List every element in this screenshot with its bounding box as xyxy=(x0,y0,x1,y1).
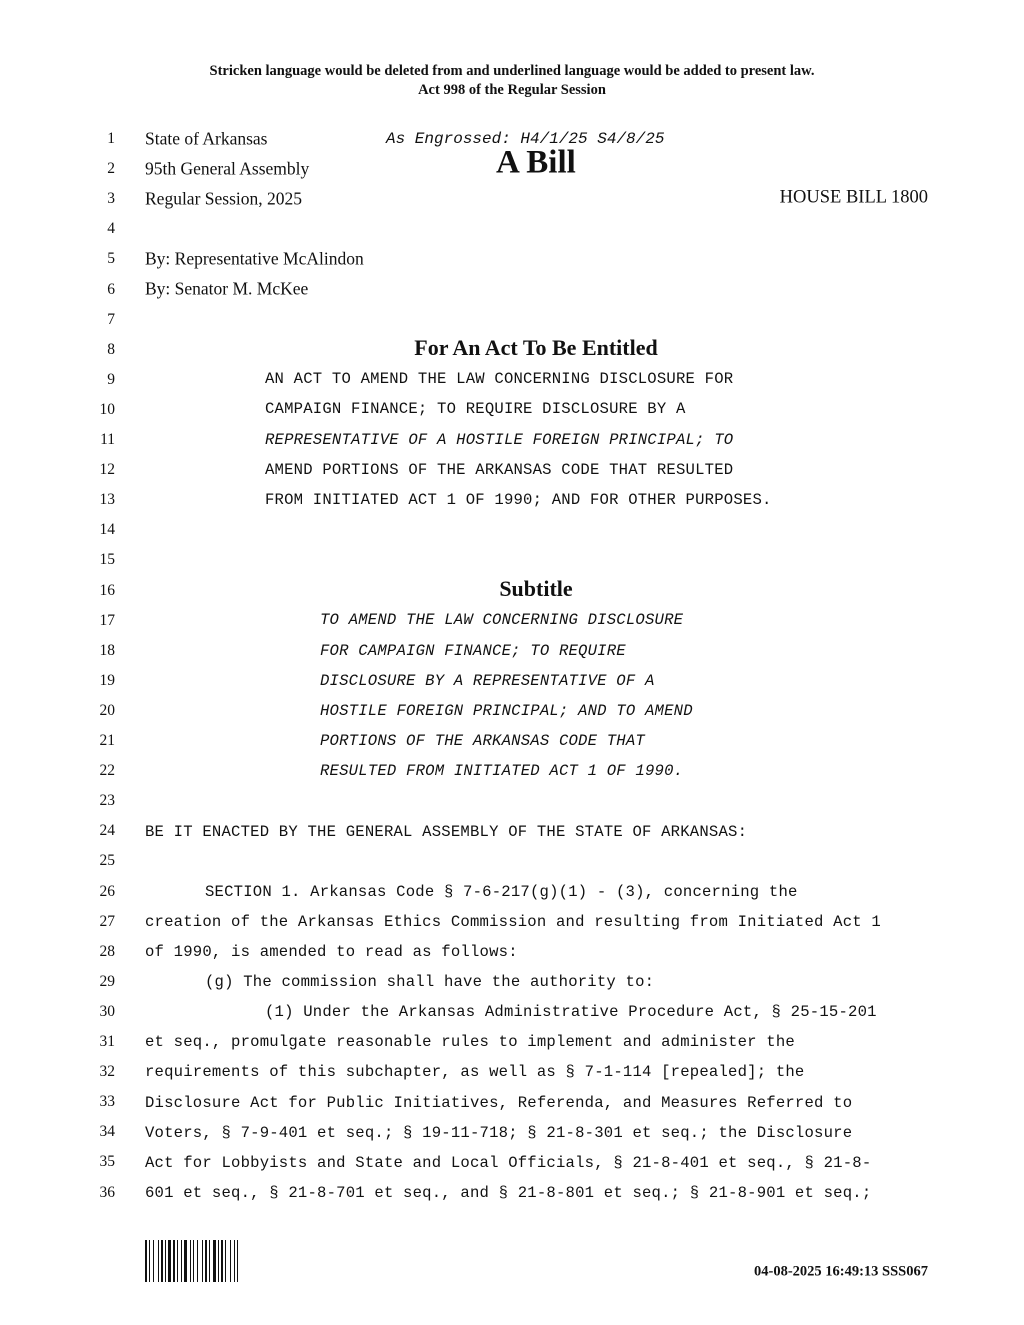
body-line-28: of 1990, is amended to read as follows: xyxy=(145,943,518,961)
body-line-27: creation of the Arkansas Ethics Commission and resulting from Initiated Act 1 xyxy=(145,913,881,931)
line-number: 12 xyxy=(99,461,115,479)
body-line-33: Disclosure Act for Public Initiatives, Referenda, and Measures Referred to xyxy=(145,1094,853,1112)
barcode-bar xyxy=(213,1240,216,1282)
body-line-34: Voters, § 7-9-401 et seq.; § 19-11-718; § 21-8-301 et seq.; the Disclosure xyxy=(145,1124,853,1142)
line-number: 24 xyxy=(99,822,115,840)
barcode-bar xyxy=(165,1240,166,1282)
subtitle-line-6: RESULTED FROM INITIATED ACT 1 OF 1990. xyxy=(320,762,684,780)
barcode-bar xyxy=(145,1240,147,1282)
line-number: 4 xyxy=(107,220,115,238)
barcode-bar xyxy=(234,1240,235,1282)
document-type: A Bill xyxy=(496,144,576,181)
line-number: 3 xyxy=(107,190,115,208)
barcode-bar xyxy=(168,1240,171,1282)
line-number: 1 xyxy=(107,130,115,147)
general-assembly: 95th General Assembly xyxy=(145,158,310,179)
line-number: 13 xyxy=(99,491,115,509)
session: Regular Session, 2025 xyxy=(145,188,303,209)
line-number: 15 xyxy=(99,551,115,569)
barcode-bar xyxy=(190,1240,191,1282)
barcode-bar xyxy=(173,1240,175,1282)
line-number: 36 xyxy=(99,1183,115,1201)
line-number: 16 xyxy=(99,581,115,599)
body-line-29: (g) The commission shall have the authority to: xyxy=(205,973,655,991)
subtitle-line-3: DISCLOSURE BY A REPRESENTATIVE OF A xyxy=(320,672,655,690)
bill-number: HOUSE BILL 1800 xyxy=(779,187,928,208)
barcode-bar xyxy=(193,1240,194,1282)
title-line-2: CAMPAIGN FINANCE; TO REQUIRE DISCLOSURE BY A xyxy=(265,400,686,418)
subtitle-line-1: TO AMEND THE LAW CONCERNING DISCLOSURE xyxy=(320,611,684,629)
title-line-4: AMEND PORTIONS OF THE ARKANSAS CODE THAT RESULTED xyxy=(265,461,734,479)
sponsor-senate: By: Senator M. McKee xyxy=(145,278,309,299)
line-number: 31 xyxy=(99,1033,115,1050)
barcode-image xyxy=(145,1240,273,1282)
body-line-26: SECTION 1. Arkansas Code § 7-6-217(g)(1) - (3), concerning the xyxy=(205,883,798,901)
barcode-bar xyxy=(237,1240,238,1282)
line-number: 22 xyxy=(99,762,115,780)
barcode-bar xyxy=(221,1240,223,1282)
body-line-35: Act for Lobbyists and State and Local Officials, § 21-8-401 et seq., § 21-8- xyxy=(145,1154,872,1172)
state-name: State of Arkansas xyxy=(145,128,268,149)
header-note-line-2: Act 998 of the Regular Session xyxy=(418,82,606,98)
enacting-clause: BE IT ENACTED BY THE GENERAL ASSEMBLY OF THE STATE OF ARKANSAS: xyxy=(145,823,748,841)
line-number: 33 xyxy=(99,1093,115,1111)
title-line-3: REPRESENTATIVE OF A HOSTILE FOREIGN PRINCIPAL; TO xyxy=(265,431,734,449)
title-heading: For An Act To Be Entitled xyxy=(414,335,658,360)
line-number: 30 xyxy=(99,1002,115,1020)
line-number: 27 xyxy=(99,912,115,930)
line-number: 7 xyxy=(107,310,115,328)
barcode-bar xyxy=(197,1240,198,1282)
line-number: 9 xyxy=(107,370,115,388)
footer-stamp: 04-08-2025 16:49:13 SSS067 xyxy=(753,1263,928,1280)
body-line-36: 601 et seq., § 21-8-701 et seq., and § 21-8-801 et seq.; § 21-8-901 et seq.; xyxy=(145,1184,872,1202)
barcode-bar xyxy=(181,1240,182,1282)
line-number: 8 xyxy=(107,340,115,358)
line-number: 29 xyxy=(99,972,115,990)
line-number: 25 xyxy=(99,852,115,870)
line-number: 5 xyxy=(107,250,115,268)
subtitle-line-5: PORTIONS OF THE ARKANSAS CODE THAT xyxy=(320,732,645,750)
line-number: 11 xyxy=(100,431,115,448)
barcode-bar xyxy=(202,1240,203,1282)
barcode-bar xyxy=(218,1240,219,1282)
line-number: 17 xyxy=(99,611,115,629)
line-number: 28 xyxy=(99,942,115,960)
body-line-30: (1) Under the Arkansas Administrative Procedure Act, § 25-15-201 xyxy=(265,1003,877,1021)
line-number: 35 xyxy=(99,1153,115,1171)
line-number: 6 xyxy=(107,280,115,298)
barcode-bar xyxy=(158,1240,159,1282)
line-number: 23 xyxy=(99,792,115,810)
line-number: 2 xyxy=(107,160,115,178)
line-number: 19 xyxy=(99,671,115,689)
line-number: 34 xyxy=(99,1123,115,1141)
barcode-bar xyxy=(161,1240,163,1282)
header-note xyxy=(0,62,1024,100)
barcode-bar xyxy=(153,1240,154,1282)
subtitle-line-4: HOSTILE FOREIGN PRINCIPAL; AND TO AMEND xyxy=(320,702,693,720)
line-number: 14 xyxy=(99,521,115,539)
line-number: 26 xyxy=(99,882,115,900)
engrossed-note: As Engrossed: H4/1/25 S4/8/25 xyxy=(386,130,665,148)
body-line-31: et seq., promulgate reasonable rules to implement and administer the xyxy=(145,1033,795,1051)
barcode-bar xyxy=(184,1240,187,1282)
header-note-line-1: Stricken language would be deleted from and underlined language would be added to present law. xyxy=(209,63,815,79)
body-line-32: requirements of this subchapter, as well as § 7-1-114 [repealed]; the xyxy=(145,1063,805,1081)
sponsor-house: By: Representative McAlindon xyxy=(145,248,364,269)
title-line-5: FROM INITIATED ACT 1 OF 1990; AND FOR OTHER PURPOSES. xyxy=(265,491,772,509)
barcode-bar xyxy=(230,1240,231,1282)
barcode-bar xyxy=(149,1240,150,1282)
title-line-1: AN ACT TO AMEND THE LAW CONCERNING DISCLOSURE FOR xyxy=(265,370,734,388)
barcode-bar xyxy=(205,1240,207,1282)
line-number: 32 xyxy=(99,1063,115,1081)
line-number: 21 xyxy=(99,732,115,749)
barcode-bar xyxy=(225,1240,226,1282)
subtitle-line-2: FOR CAMPAIGN FINANCE; TO REQUIRE xyxy=(320,642,626,660)
line-number: 18 xyxy=(99,641,115,659)
barcode-bar xyxy=(209,1240,210,1282)
line-number: 10 xyxy=(99,400,115,418)
subtitle-heading: Subtitle xyxy=(499,576,573,601)
barcode-bar xyxy=(177,1240,178,1282)
line-number: 20 xyxy=(99,701,115,719)
